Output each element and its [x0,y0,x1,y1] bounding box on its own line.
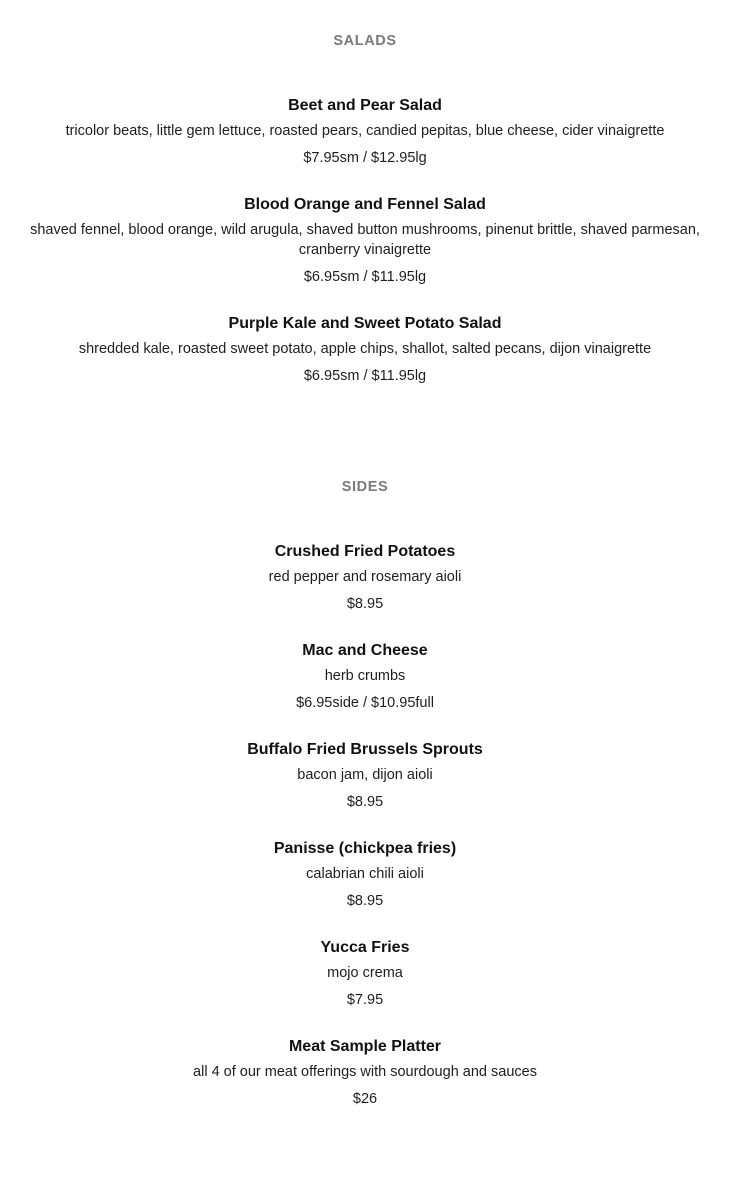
item-price: $8.95 [346,893,384,909]
item-name: Panisse (chickpea fries) [273,840,457,857]
item-description: mojo crema [327,965,403,981]
menu-item-meat-sample-platter [20,1037,710,1109]
section-heading-salads: SALADS [333,33,397,49]
item-price: $8.95 [346,794,384,810]
item-name: Yucca Fries [320,939,410,956]
item-description: shaved fennel, blood orange, wild arugula, shaved button mushrooms, pinenut brittle, shaved parmesan, cranberry vinaigrette [30,222,700,258]
item-name: Mac and Cheese [302,642,428,659]
item-price: $6.95sm / $11.95lg [303,269,427,285]
item-price: $26 [352,1091,378,1107]
item-name: Beet and Pear Salad [288,97,442,114]
sides-list [0,542,730,1109]
item-price: $6.95side / $10.95full [296,695,434,711]
item-name: Purple Kale and Sweet Potato Salad [228,315,502,332]
salads-list [0,96,730,386]
menu-item-beet-pear-salad [20,96,710,168]
item-name: Meat Sample Platter [288,1038,442,1055]
menu-item-buffalo-fried-brussels-sprouts [20,740,710,812]
item-description: tricolor beats, little gem lettuce, roasted pears, candied pepitas, blue cheese, cider vinaigrette [65,123,665,139]
salads-section [0,31,730,386]
item-price: $7.95sm / $12.95lg [303,150,427,166]
item-description: herb crumbs [324,668,406,684]
sides-section [0,477,730,1109]
menu-item-panisse [20,839,710,911]
section-heading-sides: SIDES [341,479,389,495]
item-price: $8.95 [346,596,384,612]
item-description: shredded kale, roasted sweet potato, apple chips, shallot, salted pecans, dijon vinaigrette [78,341,652,357]
menu-item-purple-kale-sweet-potato-salad [20,314,710,386]
item-name: Crushed Fried Potatoes [274,543,456,560]
menu-item-crushed-fried-potatoes [20,542,710,614]
item-name: Buffalo Fried Brussels Sprouts [247,741,483,758]
menu-item-blood-orange-fennel-salad [20,195,710,287]
item-price: $7.95 [346,992,384,1008]
item-description: calabrian chili aioli [306,866,424,882]
item-name: Blood Orange and Fennel Salad [244,196,486,213]
item-description: all 4 of our meat offerings with sourdough and sauces [193,1064,537,1080]
menu-item-yucca-fries [20,938,710,1010]
item-price: $6.95sm / $11.95lg [303,368,427,384]
item-description: red pepper and rosemary aioli [268,569,462,585]
menu-item-mac-and-cheese [20,641,710,713]
item-description: bacon jam, dijon aioli [297,767,433,783]
